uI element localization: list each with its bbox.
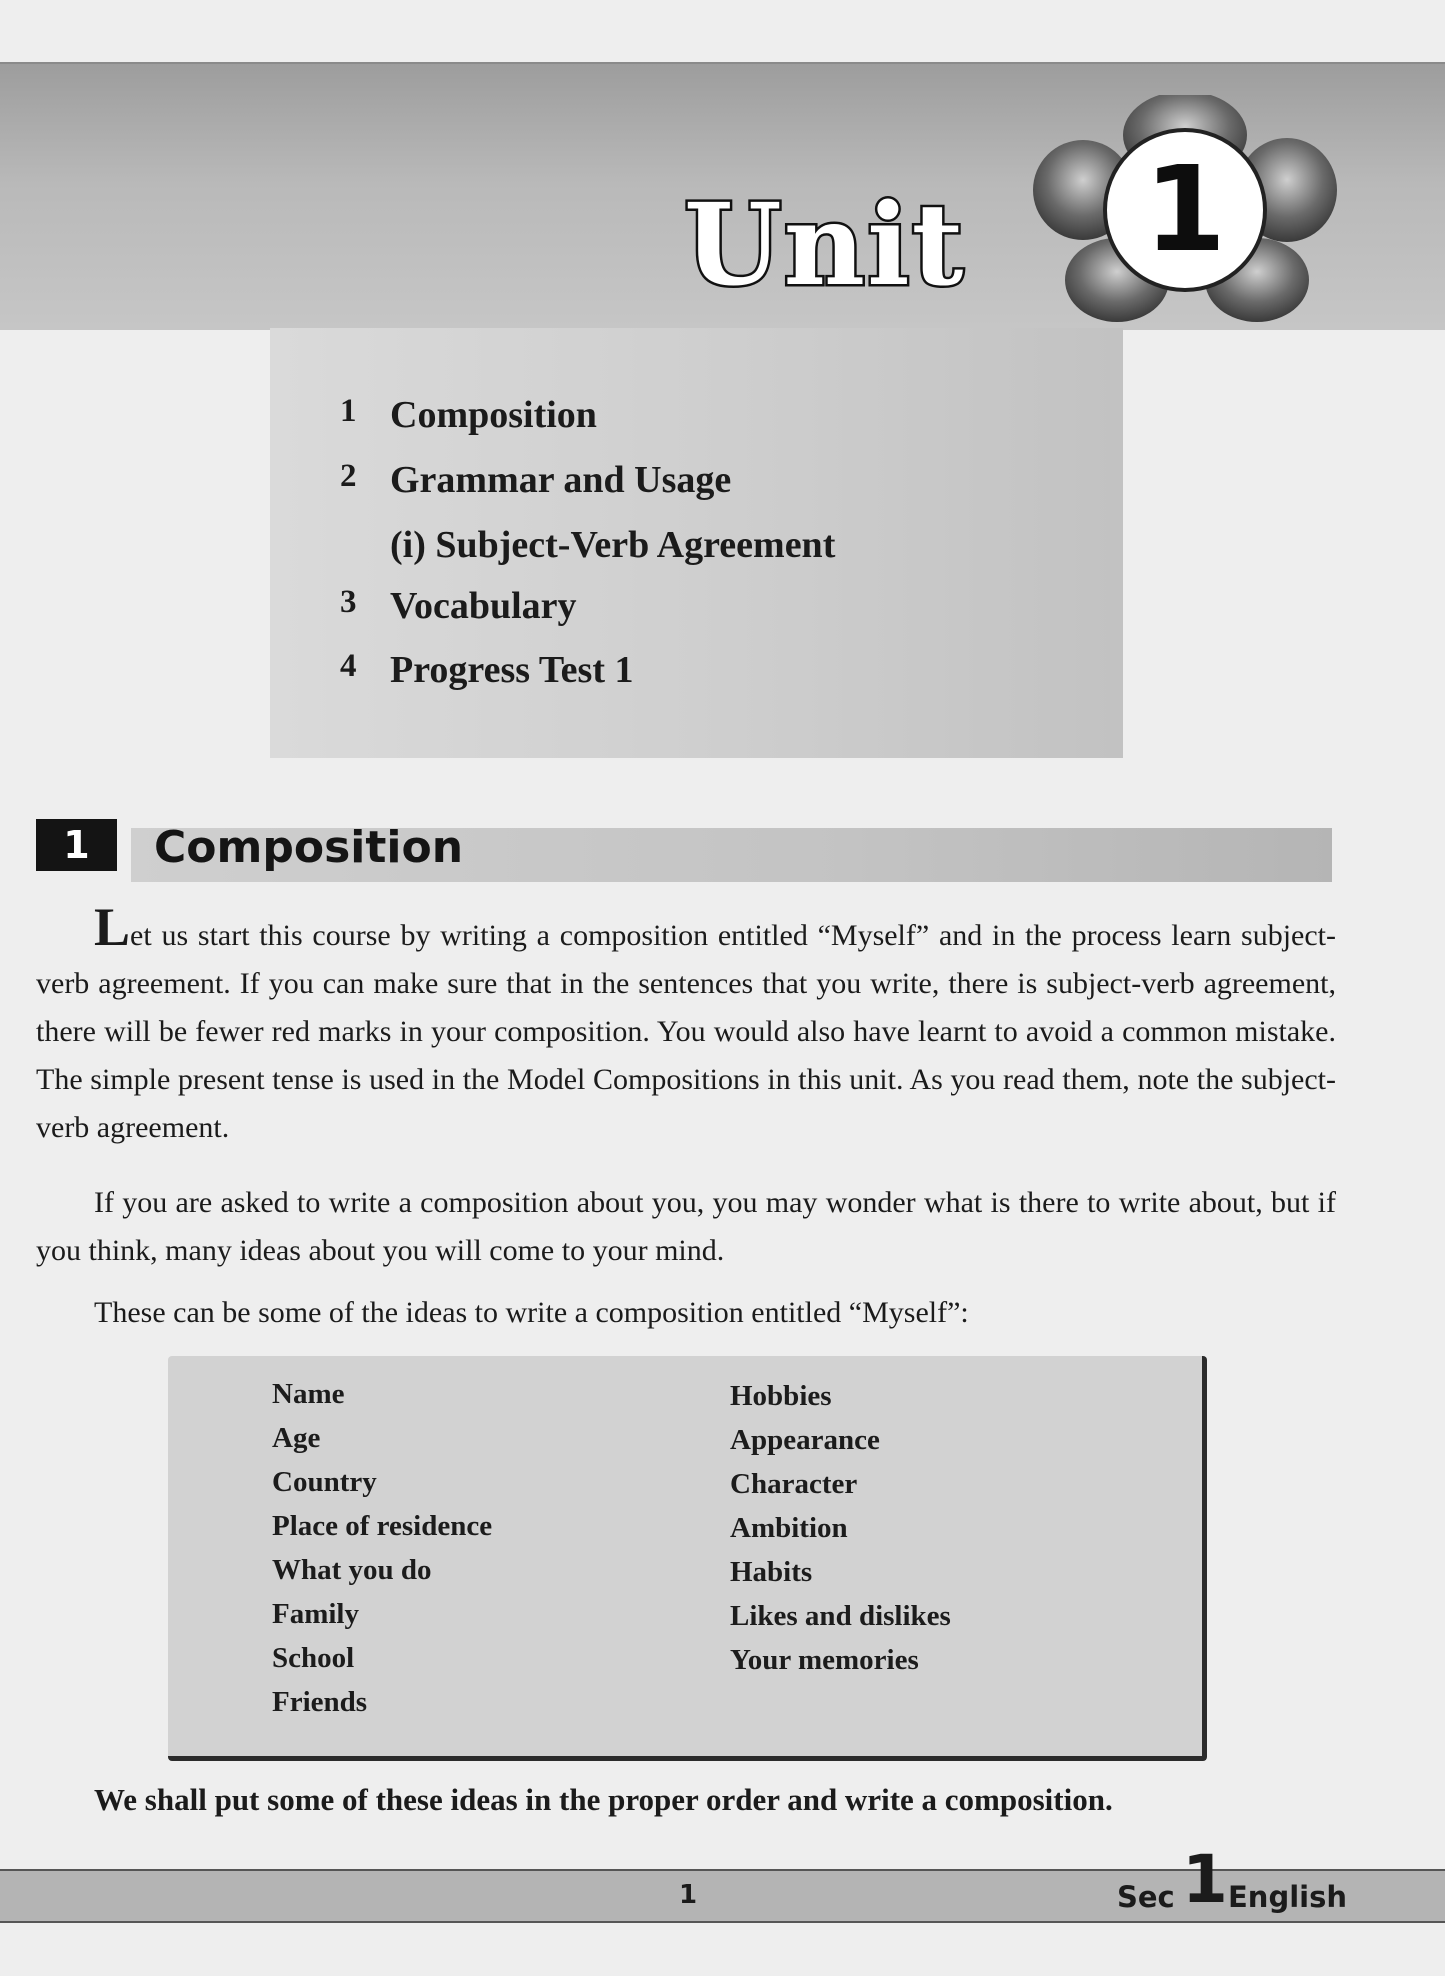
idea-item: Place of residence bbox=[272, 1510, 493, 1542]
idea-item: Your memories bbox=[730, 1644, 919, 1676]
second-paragraph: If you are asked to write a composition about you, you may wonder what is there to write about, but if you think, many ideas about you will come to your mind. bbox=[36, 1186, 1336, 1267]
flower-badge-icon bbox=[1025, 95, 1345, 325]
idea-item: Friends bbox=[272, 1686, 368, 1718]
unit-title: Unit bbox=[684, 180, 966, 311]
closing-sentence: We shall put some of these ideas in the proper order and write a composition. bbox=[94, 1782, 1113, 1817]
footer-sec-number: 1 bbox=[1182, 1841, 1228, 1918]
third-paragraph: These can be some of the ideas to write a composition entitled “Myself”: bbox=[94, 1296, 969, 1329]
idea-item: Appearance bbox=[730, 1424, 880, 1456]
section-title: Composition bbox=[154, 822, 464, 873]
section-number-badge: 1 bbox=[36, 819, 117, 871]
idea-item: Country bbox=[272, 1466, 377, 1498]
ideas-box bbox=[168, 1356, 1207, 1761]
footer-subject: English bbox=[1228, 1880, 1348, 1914]
idea-item: Family bbox=[272, 1598, 359, 1630]
footer-sec-label: Sec bbox=[1117, 1880, 1175, 1914]
idea-item: What you do bbox=[272, 1554, 432, 1586]
idea-item: School bbox=[272, 1642, 355, 1674]
drop-cap: L bbox=[94, 897, 131, 957]
intro-paragraph: Let us start this course by writing a composition entitled “Myself” and in the process learn subject-verb agreement. If you can make sure that in the sentences that you write, there is subject-verb agreement, there will be fewer red marks in your composition. You would also have learnt to avoid a common mistake. The simple present tense is used in the Model Compositions in this unit. As you read them, note the subject-verb agreement. bbox=[36, 897, 1336, 1144]
idea-item: Hobbies bbox=[730, 1380, 832, 1412]
idea-item: Habits bbox=[730, 1556, 813, 1588]
unit-number: 1 bbox=[1143, 140, 1227, 278]
unit-contents-box: 1 Composition 2 Grammar and Usage (i) Subject-Verb Agreement 3 Vocabulary 4 Progress Test 1 bbox=[270, 328, 1123, 758]
idea-item: Age bbox=[272, 1422, 321, 1454]
idea-item: Character bbox=[730, 1468, 858, 1500]
page-number: 1 bbox=[679, 1880, 698, 1910]
idea-item: Likes and dislikes bbox=[730, 1600, 951, 1632]
idea-item: Ambition bbox=[730, 1512, 848, 1544]
idea-item: Name bbox=[272, 1378, 345, 1410]
